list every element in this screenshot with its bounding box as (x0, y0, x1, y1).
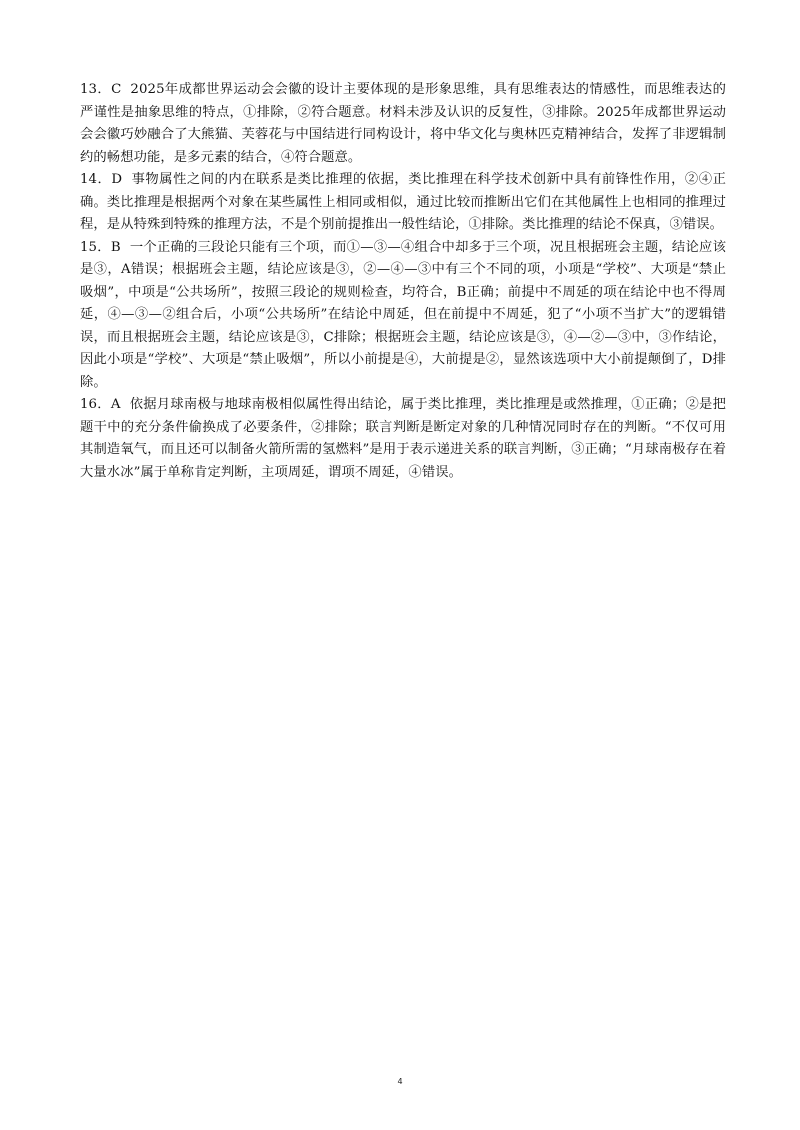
question-number: 15． (80, 239, 111, 255)
question-number: 14． (80, 172, 112, 187)
answer-explanations (80, 79, 726, 484)
answer-letter: C (111, 82, 122, 97)
explanation-text: 依据月球南极与地球南极相似属性得出结论，属于类比推理，类比推理是或然推理，①正确；②是把题干中的充分条件偷换成了必要条件，②排除；联言判断是断定对象的几种情况同时存在的判断。“不仅可用其制造氧气，而且还可以制备火箭所需的氢燃料”是用于表示递进关系的联言判断，③正确；“月球南极存在着大量水冰”属于单称肯定判断，主项周延，谓项不周延，④错误。 (80, 397, 726, 480)
page-number: 4 (397, 1077, 403, 1086)
answer-letter: A (110, 397, 121, 412)
answer-item-13 (80, 79, 726, 169)
explanation-text: 一个正确的三段论只能有三个项，而①—③—④组合中却多于三个项，况且根据班会主题，结论应该是③，A错误；根据班会主题，结论应该是③，②—④—③中有三个不同的项，小项是“学校”、大项是“禁止吸烟”，中项是“公共场所”，按照三段论的规则检查，均符合，B正确；前提中不周延的项在结论中也不得周延，④—③—②组合后，小项“公共场所”在结论中周延，但在前提中不周延，犯了“小项不当扩大”的逻辑错误，而且根据班会主题，结论应该是③，C排除；根据班会主题，结论应该是③，④—②—③中，③作结论，因此小项是“学校”、大项是“禁止吸烟”，所以小前提是④，大前提是②，显然该选项中大小前提颠倒了，D排除。 (80, 239, 726, 390)
answer-item-16 (80, 394, 726, 484)
question-number: 13． (80, 82, 112, 97)
explanation-text: 2025年成都世界运动会会徽的设计主要体现的是形象思维，具有思维表达的情感性，而思维表达的严谨性是抽象思维的特点，①排除，②符合题意。材料未涉及认识的反复性，③排除。2025年成都世界运动会会徽巧妙融合了大熊猫、芙蓉花与中国结进行同构设计，将中华文化与奥林匹克精神结合，发挥了非逻辑制约的畅想功能，是多元素的结合，④符合题意。 (80, 82, 726, 165)
explanation-text: 事物属性之间的内在联系是类比推理的依据，类比推理在科学技术创新中具有前锋性作用，②④正确。类比推理是根据两个对象在某些属性上相同或相似，通过比较而推断出它们在其他属性上也相同的推理过程，是从特殊到特殊的推理方法，不是个别前提推出一般性结论，①排除。类比推理的结论不保真，③错误。 (80, 172, 726, 232)
answer-letter: B (110, 239, 121, 255)
answer-letter: D (111, 172, 123, 187)
question-number: 16． (80, 397, 111, 412)
answer-item-15 (80, 237, 726, 395)
answer-item-14 (80, 169, 726, 237)
